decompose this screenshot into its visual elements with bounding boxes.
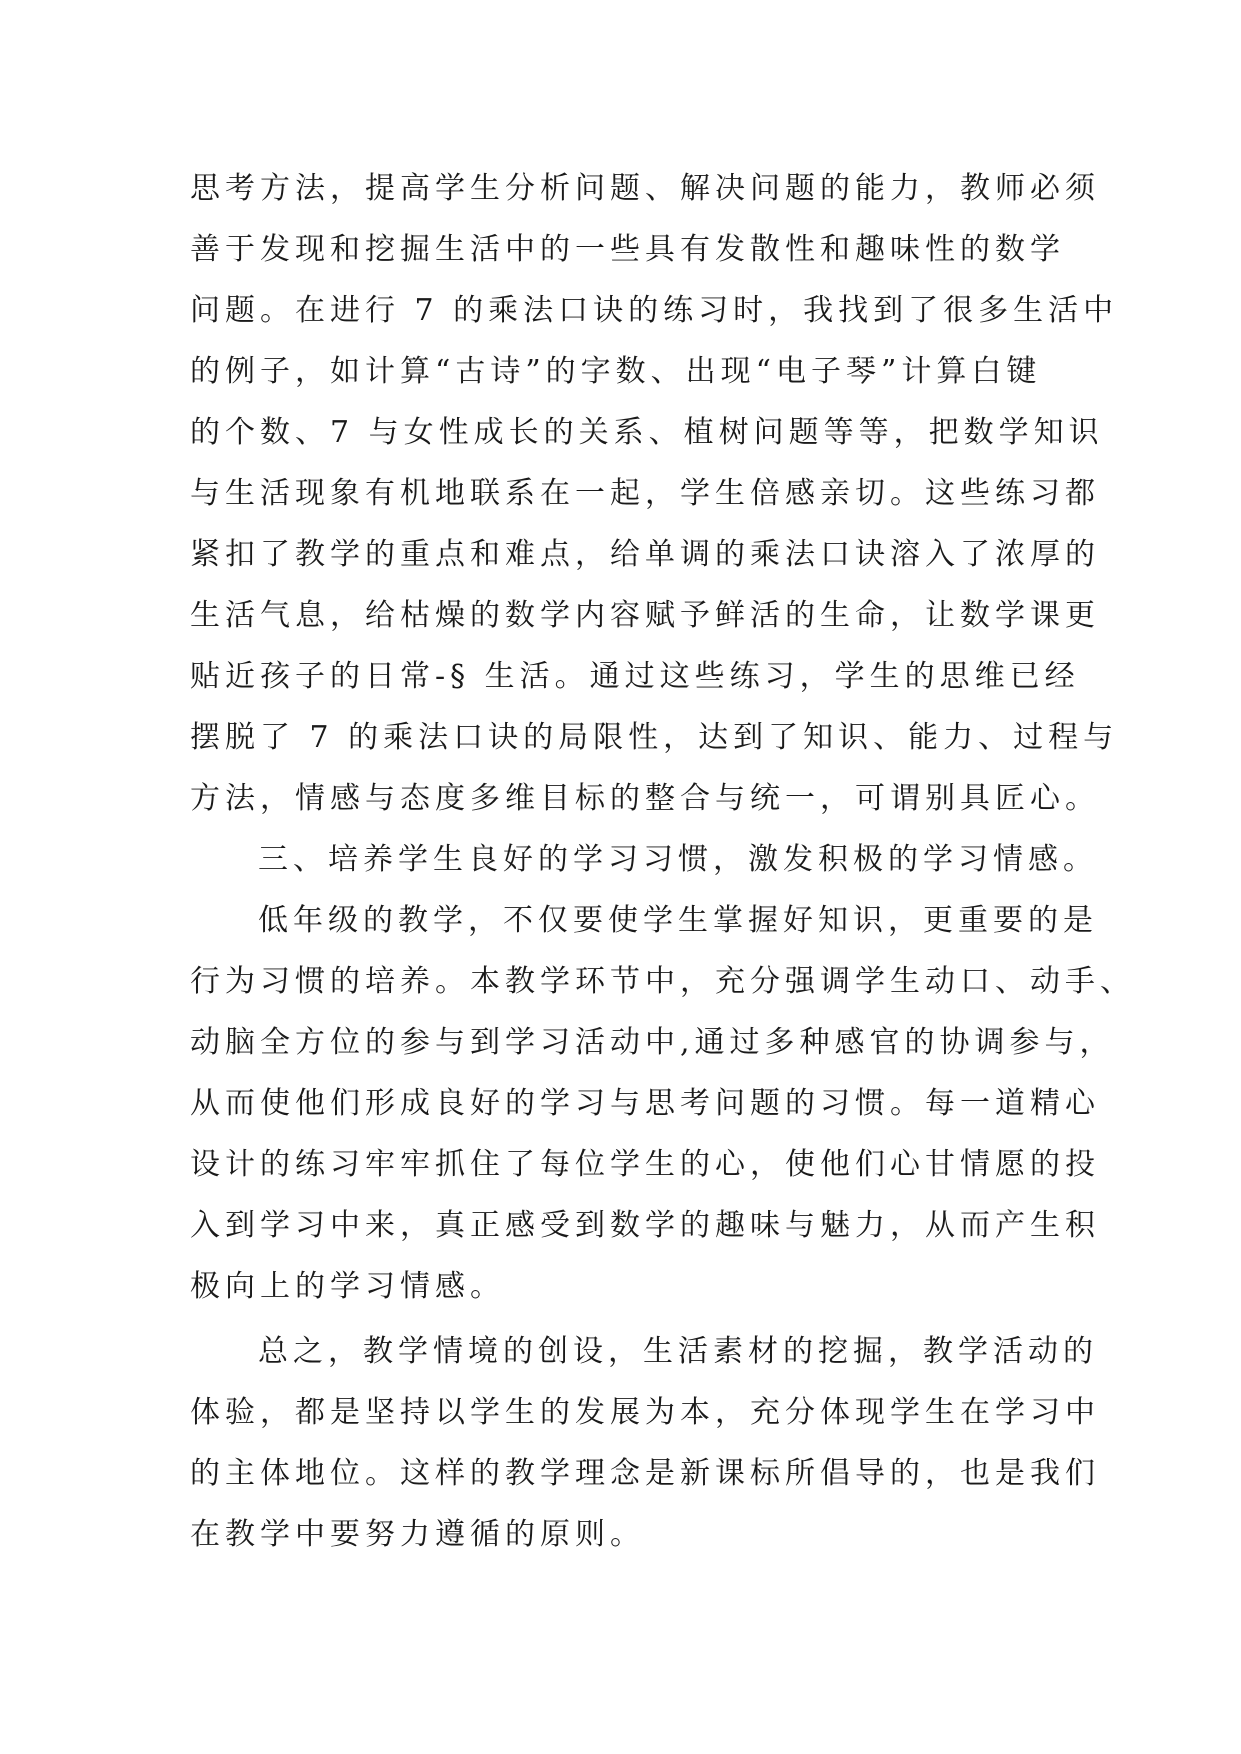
text-line: 总之，教学情境的创设，生活素材的挖掘，教学活动的	[258, 1334, 1098, 1369]
text-line: 的主体地位。这样的教学理念是新课标所倡导的，也是我们	[190, 1456, 1100, 1491]
text-line: 低年级的教学，不仅要使学生掌握好知识，更重要的是	[258, 903, 1098, 938]
text-line: 紧扣了教学的重点和难点，给单调的乘法口诀溶入了浓厚的	[190, 537, 1100, 572]
text-line: 善于发现和挖掘生活中的一些具有发散性和趣味性的数学	[190, 232, 1065, 267]
conclusion-paragraph	[190, 1321, 1100, 1565]
text-line: 思考方法，提高学生分析问题、解决问题的能力，教师必须	[190, 171, 1100, 206]
text-line: 摆脱了 7 的乘法口诀的局限性，达到了知识、能力、过程与	[190, 720, 1119, 755]
text-line: 行为习惯的培养。本教学环节中，充分强调学生动口、动手、	[190, 964, 1135, 999]
body-text	[190, 158, 1135, 1565]
section-heading-text: 三、培养学生良好的学习习惯，激发积极的学习情感。	[258, 842, 1098, 877]
text-line: 贴近孩子的日常-§ 生活。通过这些练习，学生的思维已经	[190, 659, 1080, 694]
paragraph-continuation	[190, 158, 1119, 829]
text-line: 动脑全方位的参与到学习活动中,通过多种感官的协调参与，	[190, 1025, 1115, 1060]
section-heading	[190, 829, 1098, 890]
text-line: 设计的练习牢牢抓住了每位学生的心，使他们心甘情愿的投	[190, 1147, 1100, 1182]
text-line: 的例子，如计算“古诗”的字数、出现“电子琴”计算白键	[190, 354, 1042, 389]
text-line: 在教学中要努力遵循的原则。	[190, 1517, 645, 1552]
text-line: 的个数、7 与女性成长的关系、植树问题等等，把数学知识	[190, 415, 1104, 450]
text-line: 极向上的学习情感。	[190, 1269, 505, 1304]
paragraph	[190, 890, 1135, 1317]
text-line: 与生活现象有机地联系在一起，学生倍感亲切。这些练习都	[190, 476, 1100, 511]
text-line: 入到学习中来，真正感受到数学的趣味与魅力，从而产生积	[190, 1208, 1100, 1243]
text-line: 体验，都是坚持以学生的发展为本，充分体现学生在学习中	[190, 1395, 1100, 1430]
text-line: 方法，情感与态度多维目标的整合与统一，可谓别具匠心。	[190, 781, 1100, 816]
text-line: 生活气息，给枯燥的数学内容赋予鲜活的生命，让数学课更	[190, 598, 1100, 633]
text-line: 问题。在进行 7 的乘法口诀的练习时，我找到了很多生活中	[190, 293, 1119, 328]
text-line: 从而使他们形成良好的学习与思考问题的习惯。每一道精心	[190, 1086, 1100, 1121]
